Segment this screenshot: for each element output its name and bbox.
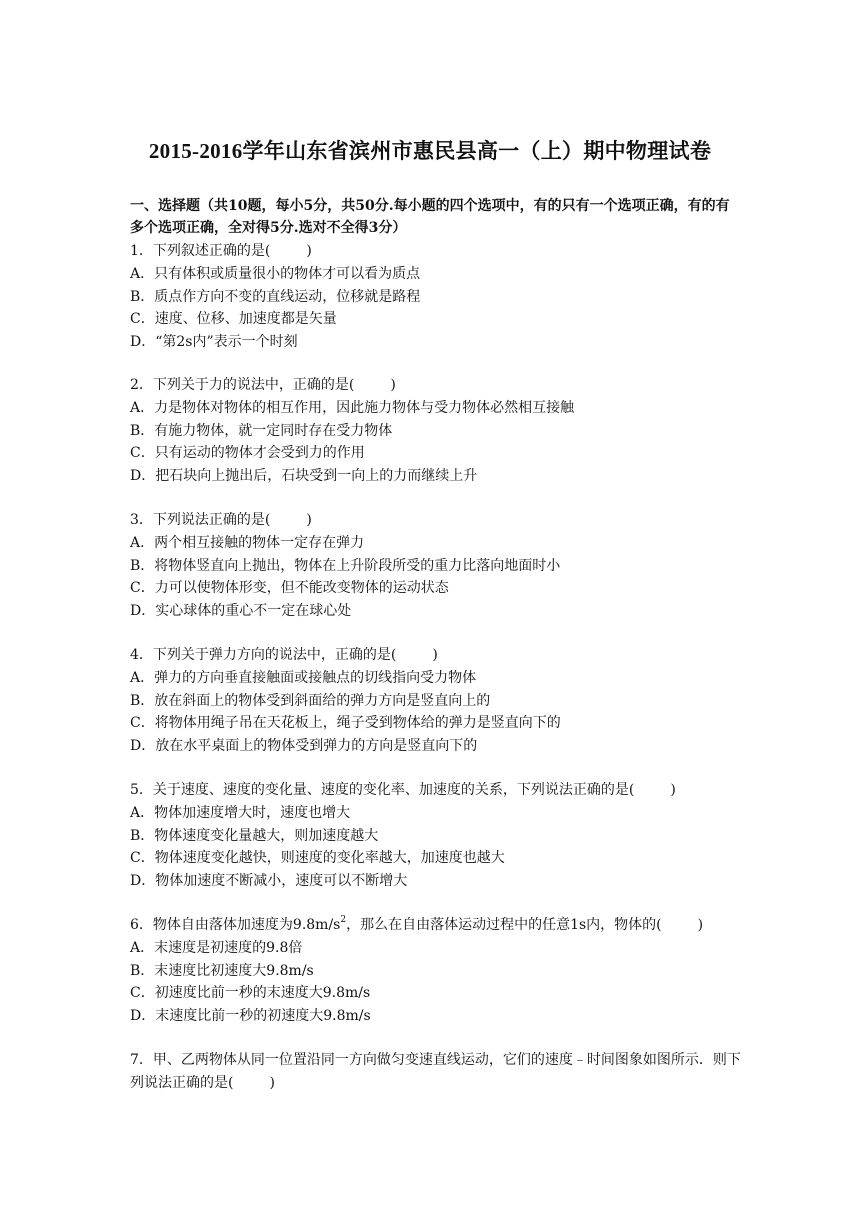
question-6 <box>130 914 750 1028</box>
option-a: A．两个相互接触的物体一定存在弹力 <box>130 534 365 551</box>
option-d: D．末速度比前一秒的初速度大9.8m/s <box>130 1008 371 1025</box>
question-stem <box>130 914 750 937</box>
answer-blank-close: ) <box>390 377 396 393</box>
option-b: B．放在斜面上的物体受到斜面给的弹力方向是竖直向上的 <box>130 692 491 709</box>
question-stem <box>130 374 750 397</box>
question-7 <box>130 1049 742 1095</box>
question-2 <box>130 374 750 488</box>
exam-title: 2015-2016学年山东省滨州市惠民县高一（上）期中物理试卷 <box>148 139 712 163</box>
question-stem-text: 6．物体自由落体加速度为9.8m/s <box>130 917 341 933</box>
option-c: C．将物体用绳子吊在天花板上，绳子受到物体给的弹力是竖直向下的 <box>130 715 561 732</box>
question-stem-text: 5．关于速度、速度的变化量、速度的变化率、加速度的关系，下列说法正确的是( <box>130 782 635 798</box>
option-a: A．力是物体对物体的相互作用，因此施力物体与受力物体必然相互接触 <box>130 399 575 416</box>
option-b: B．将物体竖直向上抛出，物体在上升阶段所受的重力比落向地面时小 <box>130 557 561 574</box>
question-stem <box>130 644 750 667</box>
option-d: D．物体加速度不断减小，速度可以不断增大 <box>130 873 408 890</box>
question-stem <box>130 779 750 802</box>
option-c: C．物体速度变化越快，则速度的变化率越大，加速度也越大 <box>130 850 505 867</box>
option-a: A．物体加速度增大时，速度也增大 <box>130 804 351 821</box>
question-stem-text: 7．甲、乙两物体从同一位置沿同一方向做匀变速直线运动，它们的速度﹣时间图象如图所示．则下列说法正确的是( <box>130 1052 741 1091</box>
option-c: C．力可以使物体形变，但不能改变物体的运动状态 <box>130 580 449 597</box>
question-5 <box>130 779 750 893</box>
answer-blank-close: ) <box>432 647 438 663</box>
option-b: B．末速度比初速度大9.8m/s <box>130 962 314 979</box>
section-header-multiple-choice: 一、选择题（共10题，每小5分，共50分.每小题的四个选项中，有的只有一个选项正确，有的有多个选项正确，全对得5分.选对不全得3分） <box>130 198 730 236</box>
question-3 <box>130 509 750 623</box>
option-c: C．初速度比前一秒的末速度大9.8m/s <box>130 985 371 1002</box>
option-d: D．“第2s内”表示一个时刻 <box>130 334 298 351</box>
question-stem-text: 3．下列说法正确的是( <box>130 512 271 528</box>
option-b: B．有施力物体，就一定同时存在受力物体 <box>130 422 393 439</box>
superscript-exponent: 2 <box>340 915 347 926</box>
option-d: D．实心球体的重心不一定在球心处 <box>130 603 352 620</box>
question-stem <box>130 509 750 532</box>
answer-blank-close: ) <box>269 1074 275 1091</box>
question-stem <box>130 1049 742 1095</box>
question-stem-text: 1．下列叙述正确的是( <box>130 243 271 259</box>
question-stem-text-continued: ，那么在自由落体运动过程中的任意1s内，物体的( <box>346 917 662 933</box>
option-a: A．只有体积或质量很小的物体才可以看为质点 <box>130 265 421 282</box>
option-c: C．速度、位移、加速度都是矢量 <box>130 311 337 328</box>
question-stem-text: 4．下列关于弹力方向的说法中，正确的是( <box>130 647 397 663</box>
option-c: C．只有运动的物体才会受到力的作用 <box>130 445 365 462</box>
question-1 <box>130 240 750 354</box>
option-b: B．物体速度变化量越大，则加速度越大 <box>130 827 379 844</box>
answer-blank-close: ) <box>670 782 676 798</box>
answer-blank-close: ) <box>306 512 312 528</box>
answer-blank-close: ) <box>697 917 704 933</box>
answer-blank-close: ) <box>306 243 312 259</box>
option-d: D．把石块向上抛出后，石块受到一向上的力而继续上升 <box>130 468 478 485</box>
question-stem-text: 2．下列关于力的说法中，正确的是( <box>130 377 355 393</box>
question-stem <box>130 240 750 263</box>
option-d: D．放在水平桌面上的物体受到弹力的方向是竖直向下的 <box>130 738 478 755</box>
question-4 <box>130 644 750 758</box>
option-a: A．弹力的方向垂直接触面或接触点的切线指向受力物体 <box>130 669 477 686</box>
option-a: A．末速度是初速度的9.8倍 <box>130 939 303 956</box>
option-b: B．质点作方向不变的直线运动，位移就是路程 <box>130 288 421 305</box>
